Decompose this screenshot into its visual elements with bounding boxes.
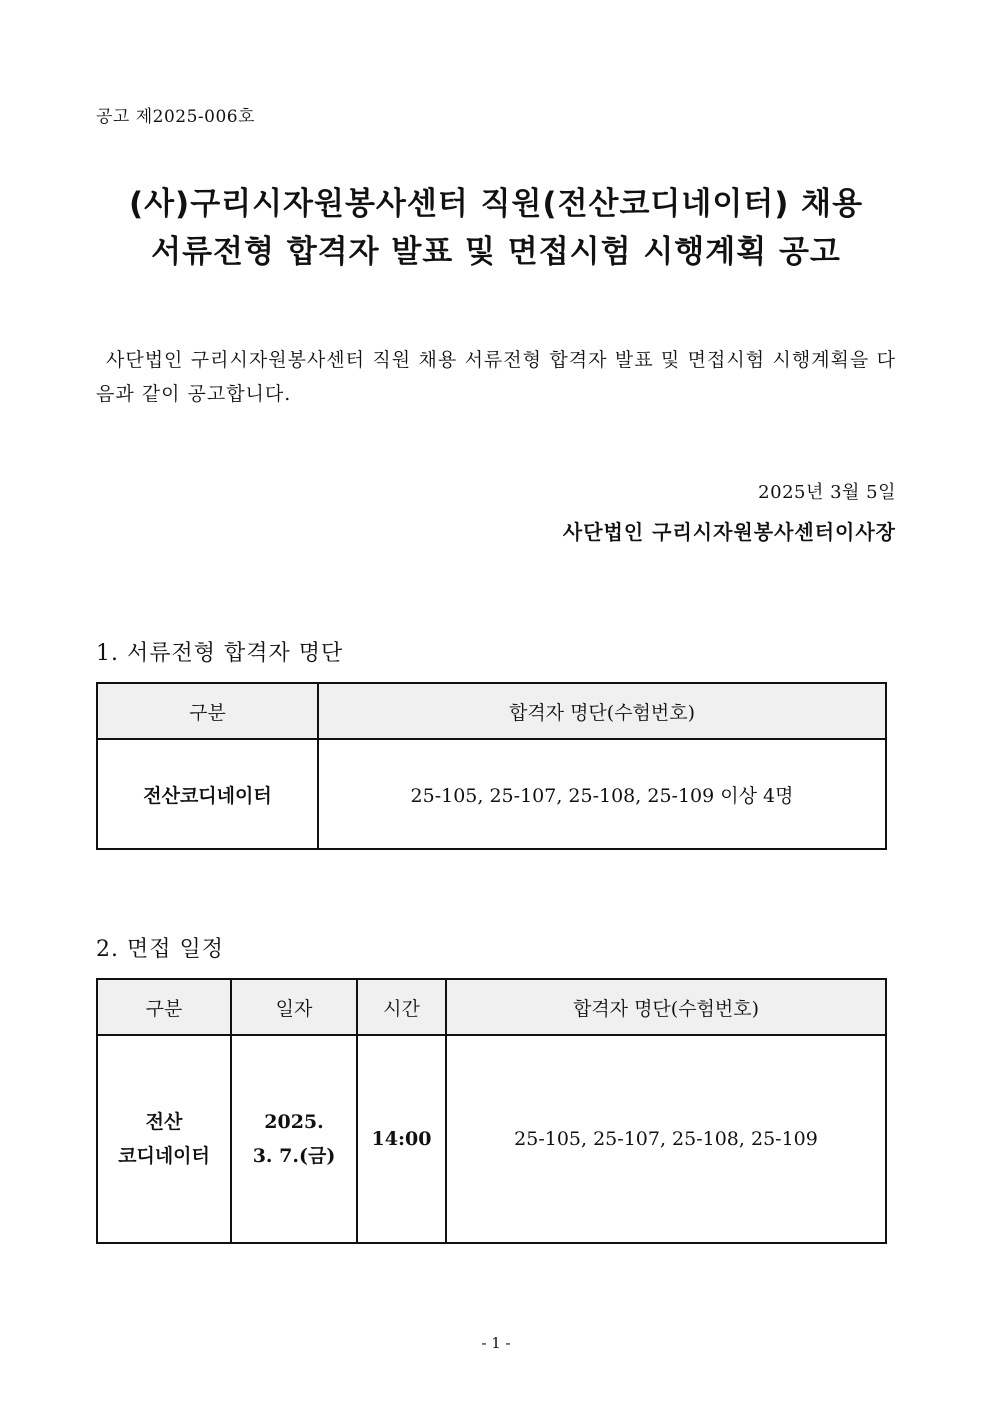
- page-number: - 1 -: [481, 1334, 511, 1352]
- date-line-1: 2025.: [264, 1111, 324, 1133]
- section2-heading: 2. 면접 일정: [96, 937, 224, 962]
- title-line-2: 서류전형 합격자 발표 및 면접시험 시행계획 공고: [151, 234, 841, 270]
- header-candidates: 합격자 명단(수험번호): [446, 979, 886, 1035]
- cell-candidates: 25-105, 25-107, 25-108, 25-109: [446, 1035, 886, 1243]
- cell-category: 전산코디네이터: [97, 739, 318, 849]
- table-header-row: [97, 683, 886, 739]
- page-title: [0, 180, 992, 276]
- header-category: 구분: [97, 683, 318, 739]
- cell-category: [97, 1035, 231, 1243]
- title-line-1: (사)구리시자원봉사센터 직원(전산코디네이터) 채용: [128, 186, 864, 222]
- issuer-name: 사단법인 구리시자원봉사센터이사장: [562, 520, 896, 544]
- intro-paragraph: 사단법인 구리시자원봉사센터 직원 채용 서류전형 합격자 발표 및 면접시험 시행계획을 다음과 같이 공고합니다.: [96, 349, 896, 405]
- notice-number: 공고 제2025-006호: [96, 107, 256, 127]
- category-line-2: 코디네이터: [118, 1145, 210, 1167]
- section1-heading: 1. 서류전형 합격자 명단: [96, 641, 344, 666]
- table-row: [97, 1035, 886, 1243]
- header-time: 시간: [357, 979, 446, 1035]
- passed-candidates-table: [96, 682, 887, 850]
- cell-candidates: 25-105, 25-107, 25-108, 25-109 이상 4명: [318, 739, 886, 849]
- table-row: [97, 739, 886, 849]
- header-date: 일자: [231, 979, 357, 1035]
- date-line-2: 3. 7.(금): [252, 1145, 336, 1167]
- table-header-row: [97, 979, 886, 1035]
- category-line-1: 전산: [145, 1111, 183, 1133]
- cell-date: [231, 1035, 357, 1243]
- notice-date: 2025년 3월 5일: [758, 482, 896, 503]
- header-candidates: 합격자 명단(수험번호): [318, 683, 886, 739]
- header-category: 구분: [97, 979, 231, 1035]
- interview-schedule-table: [96, 978, 887, 1244]
- cell-time: 14:00: [357, 1035, 446, 1243]
